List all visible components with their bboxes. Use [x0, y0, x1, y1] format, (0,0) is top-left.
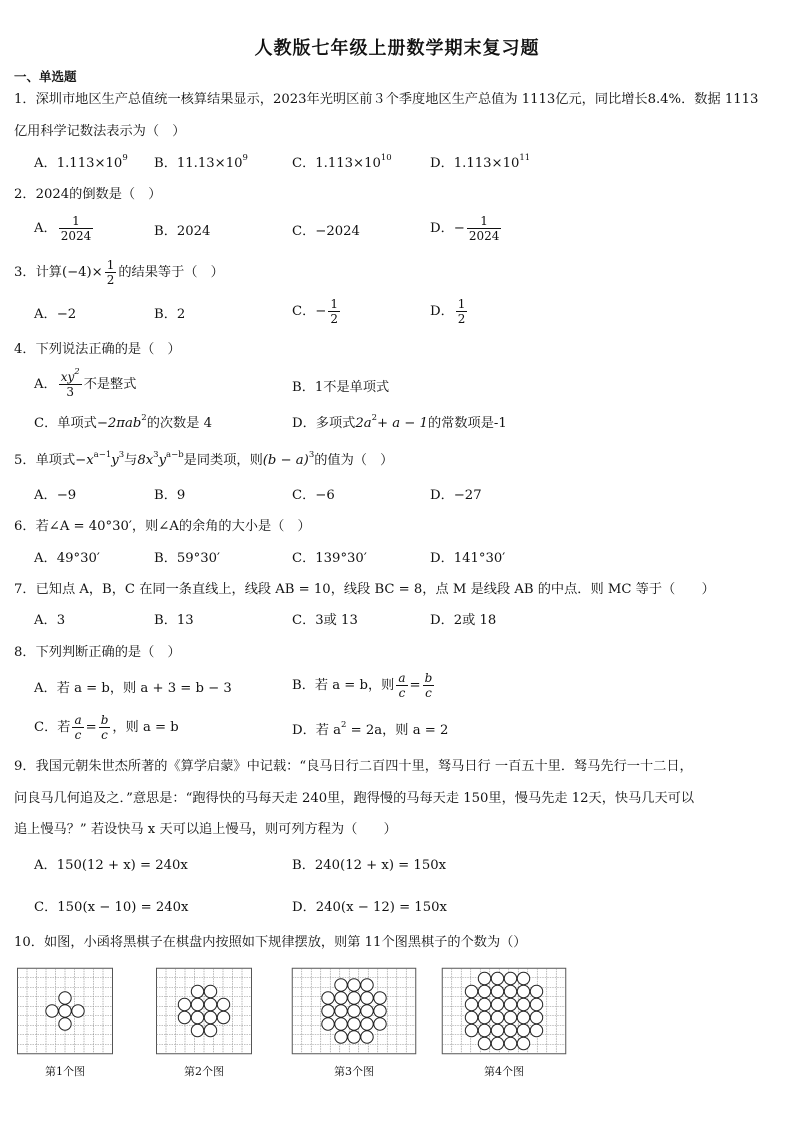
chess-stone [191, 1024, 203, 1036]
q3-option-c[interactable]: C．− $\frac{1}{2}$ [292, 297, 338, 326]
chess-stone [478, 1011, 490, 1023]
chess-stone [478, 985, 490, 997]
q5-option-a[interactable]: A．−9 [34, 488, 77, 503]
q1-option-a[interactable]: A．$1.113\times 10^9$ [34, 153, 128, 171]
chess-stone [504, 972, 516, 984]
chess-stone [348, 1018, 360, 1030]
chess-stone [59, 1018, 71, 1030]
q6-option-b[interactable]: B．59°30′ [154, 551, 221, 566]
q4-option-c[interactable]: C．单项式−2πab$^2$的次数是 4 [34, 413, 213, 431]
q8-stem: 8．下列判断正确的是（ ） [14, 645, 181, 660]
board-figure-2 [154, 965, 254, 1057]
board-figure-4 [439, 965, 569, 1057]
q8-option-b[interactable]: B．若 a = b，则 $\frac{a}{c}$ = $\frac{b}{c}$ [292, 671, 433, 700]
q8-option-c[interactable]: C．若 $\frac{a}{c}$ = $\frac{b}{c}$ ，则 a = b [34, 713, 179, 742]
q6-option-d[interactable]: D．141°30′ [430, 551, 506, 566]
chess-stone [322, 992, 334, 1004]
chess-stone [361, 1018, 373, 1030]
chess-stone [191, 998, 203, 1010]
chess-stone [204, 985, 216, 997]
chess-stone [504, 1011, 516, 1023]
q6-option-c[interactable]: C．139°30′ [292, 551, 367, 566]
q10-stem: 10．如图，小函将黑棋子在棋盘内按照如下规律摆放，则第 11个图黑棋子的个数为（） [14, 935, 527, 950]
chess-stone [217, 998, 229, 1010]
chess-stone [504, 985, 516, 997]
figure-3-caption: 第3个图 [334, 1065, 374, 1078]
chess-stone [504, 1024, 516, 1036]
q9-stem-line2: 问良马几何追及之．”意思是：“跑得快的马每天走 240里，跑得慢的马每天走 150里，慢马先走 12天，快马几天可以 [14, 791, 695, 806]
chess-stone [361, 979, 373, 991]
q2-option-a[interactable]: A． $\frac{1}{2024}$ [34, 214, 92, 243]
figure-2-caption: 第2个图 [184, 1065, 224, 1078]
figure-1-caption: 第1个图 [45, 1065, 85, 1078]
chess-stone [72, 1005, 84, 1017]
q4-option-b[interactable]: B．1不是单项式 [292, 380, 390, 395]
q4-stem: 4．下列说法正确的是（ ） [14, 342, 181, 357]
q9-stem-line1: 9．我国元朝朱世杰所著的《算学启蒙》中记载：“良马日行二百四十里，驽马日行 一百五十里．驽马先行一十二日， [14, 759, 693, 774]
chess-stone [478, 1037, 490, 1049]
q7-option-c[interactable]: C．3或 13 [292, 613, 358, 628]
q6-stem: 6．若∠A = 40°30′，则∠A的余角的大小是（ ） [14, 519, 311, 534]
q1-option-b[interactable]: B．$11.13\times 10^9$ [154, 153, 248, 171]
q1-stem-line1: 1．深圳市地区生产总值统一核算结果显示，2023年光明区前３个季度地区生产总值为 1113亿元，同比增长8.4%．数据 1113 [14, 92, 759, 107]
chess-stone [348, 1031, 360, 1043]
chess-stone [374, 1005, 386, 1017]
chess-stone [59, 1005, 71, 1017]
chess-stone [178, 1011, 190, 1023]
q9-option-c[interactable]: C．150(x − 10) = 240x [34, 900, 189, 915]
chess-stone [491, 1024, 503, 1036]
chess-stone [335, 992, 347, 1004]
q1-stem-line2: 亿用科学记数法表示为（ ） [14, 124, 186, 139]
board-figure-3 [289, 965, 419, 1057]
q7-option-a[interactable]: A．3 [34, 613, 66, 628]
chess-stone [46, 1005, 58, 1017]
board-figure-1 [15, 965, 115, 1057]
chess-stone [204, 1024, 216, 1036]
chess-stone [59, 992, 71, 1004]
chess-stone [191, 1011, 203, 1023]
chess-stone [178, 998, 190, 1010]
figure-4-caption: 第4个图 [484, 1065, 524, 1078]
q1-option-c[interactable]: C．$1.113\times 10^{10}$ [292, 153, 392, 171]
q8-option-a[interactable]: A．若 a = b，则 a + 3 = b − 3 [34, 681, 232, 696]
chess-stone [478, 998, 490, 1010]
chess-stone [491, 985, 503, 997]
chess-stone [204, 998, 216, 1010]
chess-stone [530, 1024, 542, 1036]
chess-stone [361, 1005, 373, 1017]
chess-stone [491, 998, 503, 1010]
q5-option-b[interactable]: B．9 [154, 488, 186, 503]
chess-stone [465, 1011, 477, 1023]
chess-stone [491, 1011, 503, 1023]
chess-stone [517, 1011, 529, 1023]
chess-stone [465, 998, 477, 1010]
chess-stone [478, 1024, 490, 1036]
q5-stem: 5．单项式$-x^{a-1}y^3$与$8x^3y^{a-b}$是同类项，则$(b - a)^3$的值为（ ） [14, 450, 394, 468]
chess-stone [517, 1037, 529, 1049]
page-title: 人教版七年级上册数学期末复习题 [254, 38, 540, 59]
chess-stone [530, 998, 542, 1010]
chess-stone [348, 992, 360, 1004]
chess-stone [191, 985, 203, 997]
q3-option-d[interactable]: D． $\frac{1}{2}$ [430, 297, 466, 326]
chess-stone [217, 1011, 229, 1023]
q3-option-a[interactable]: A．−2 [34, 307, 77, 322]
q2-option-d[interactable]: D．− $\frac{1}{2024}$ [430, 214, 500, 243]
chess-stone [530, 985, 542, 997]
chess-stone [322, 1018, 334, 1030]
q9-option-d[interactable]: D．240(x − 12) = 150x [292, 900, 447, 915]
q5-option-d[interactable]: D．−27 [430, 488, 482, 503]
chess-stone [374, 992, 386, 1004]
chess-stone [322, 1005, 334, 1017]
chess-stone [517, 985, 529, 997]
q3-stem: 3．计算(−4)× $\frac{1}{2}$ 的结果等于（ ） [14, 258, 224, 287]
chess-stone [348, 1005, 360, 1017]
chess-stone [478, 972, 490, 984]
chess-stone [491, 1037, 503, 1049]
chess-stone [374, 1018, 386, 1030]
chess-stone [335, 1018, 347, 1030]
chess-stone [335, 979, 347, 991]
chess-stone [504, 1037, 516, 1049]
q4-option-a[interactable]: A． $\frac{xy^2}{3}$ 不是整式 [34, 367, 137, 399]
chess-stone [504, 998, 516, 1010]
q9-stem-line3: 追上慢马？” 若设快马 x 天可以追上慢马，则可列方程为（ ） [14, 822, 397, 837]
q2-stem: 2．2024的倒数是（ ） [14, 187, 162, 202]
q8-option-d[interactable]: D．若 $a^2 = 2a$，则 a = 2 [292, 720, 449, 738]
q1-option-d[interactable]: D．$1.113\times 10^{11}$ [430, 153, 531, 171]
chess-stone [517, 1024, 529, 1036]
q7-option-d[interactable]: D．2或 18 [430, 613, 497, 628]
board-frame [442, 968, 566, 1054]
q9-option-a[interactable]: A．150(12 + x) = 240x [34, 858, 188, 873]
chess-stone [465, 1024, 477, 1036]
chess-stone [348, 979, 360, 991]
chess-stone [517, 972, 529, 984]
q3-option-b[interactable]: B．2 [154, 307, 186, 322]
q2-option-b[interactable]: B．2024 [154, 224, 211, 239]
chess-stone [361, 992, 373, 1004]
section-heading: 一、单选题 [14, 69, 77, 84]
chess-stone [335, 1005, 347, 1017]
chess-stone [465, 985, 477, 997]
q7-stem: 7．已知点 A，B，C 在同一条直线上，线段 AB = 10，线段 BC = 8，点 M 是线段 AB 的中点．则 MC 等于（ ） [14, 582, 715, 597]
q4-option-d[interactable]: D．多项式$2a^2+ a - 1$的常数项是-1 [292, 413, 507, 431]
chess-stone [361, 1031, 373, 1043]
q9-option-b[interactable]: B．240(12 + x) = 150x [292, 858, 447, 873]
chess-stone [530, 1011, 542, 1023]
chess-stone [335, 1031, 347, 1043]
q7-option-b[interactable]: B．13 [154, 613, 194, 628]
chess-stone [517, 998, 529, 1010]
q5-option-c[interactable]: C．−6 [292, 488, 335, 503]
q6-option-a[interactable]: A．49°30′ [34, 551, 100, 566]
chess-stone [204, 1011, 216, 1023]
chess-stone [491, 972, 503, 984]
q2-option-c[interactable]: C．−2024 [292, 224, 360, 239]
